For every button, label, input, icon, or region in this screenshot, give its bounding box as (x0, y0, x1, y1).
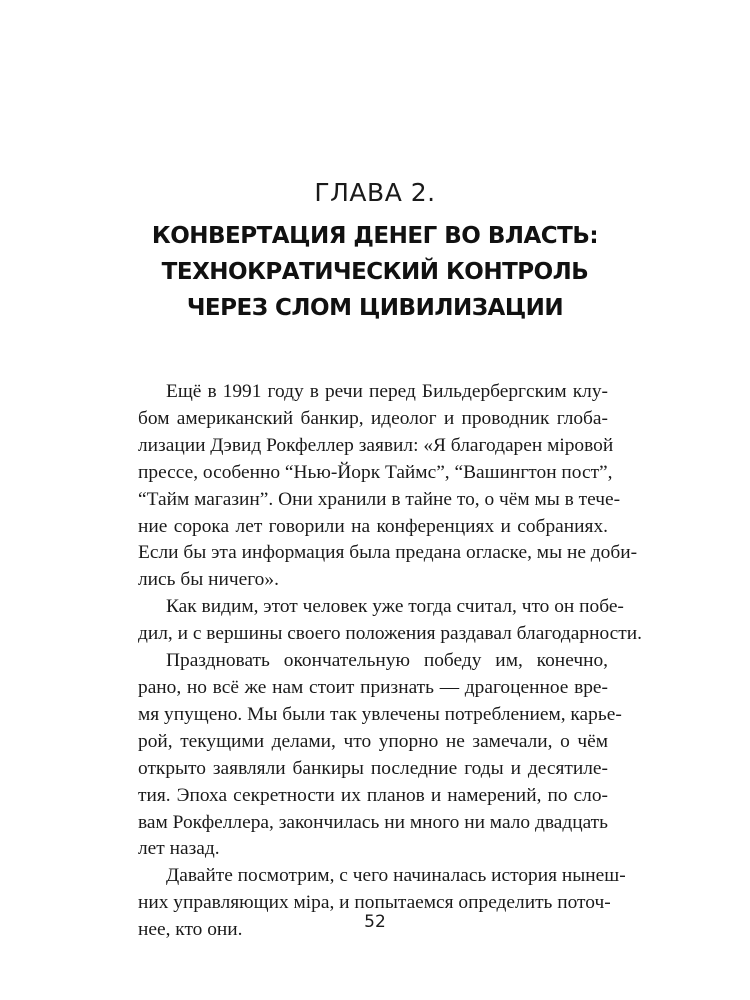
text-line: Ещё в 1991 году в речи перед Бильдербергским клу- (166, 381, 608, 402)
text-line: прессе, особенно “Нью-Йорк Таймс”, “Вашингтон пост”, (138, 461, 613, 483)
text-line: бом американский банкир, идеолог и проводник глоба- (138, 407, 608, 429)
text-line: вам Рокфеллера, закончилась ни много ни мало двадцать (138, 811, 608, 833)
text-line: тия. Эпоха секретности их планов и намерений, по сло- (138, 784, 608, 806)
text-line: рой, текущими делами, что упорно не замечали, о чём (138, 730, 608, 752)
text-line: открыто заявляли банкиры последние годы и десятиле- (138, 757, 608, 779)
text-line: “Тайм магазин”. Они хранили в тайне то, о чём мы в тече- (138, 488, 621, 510)
text-line: Если бы эта информация была предана огласке, мы не доби- (138, 542, 638, 564)
text-line: рано, но всё же нам стоит признать — драгоценное вре- (138, 676, 608, 698)
body-text (138, 379, 642, 944)
text-line: нее, кто они. (138, 919, 243, 941)
chapter-title-line: ЧЕРЕЗ СЛОМ ЦИВИЛИЗАЦИИ (186, 295, 564, 321)
chapter-title-line: ТЕХНОКРАТИЧЕСКИЙ КОНТРОЛЬ (161, 259, 589, 285)
text-line: ние сорока лет говорили на конференциях и собраниях. (138, 515, 608, 537)
chapter-label: ГЛАВА 2. (314, 178, 436, 207)
text-line: дил, и с вершины своего положения раздавал благодарности. (138, 623, 642, 645)
chapter-title-line: КОНВЕРТАЦИЯ ДЕНЕГ ВО ВЛАСТЬ: (151, 223, 599, 249)
text-line: Как видим, этот человек уже тогда считал, что он побе- (166, 596, 624, 618)
page-number: 52 (364, 912, 386, 932)
text-line: Давайте посмотрим, с чего начиналась история нынеш- (166, 865, 626, 887)
text-line: лет назад. (138, 838, 220, 860)
text-line: лизации Дэвид Рокфеллер заявил: «Я благодарен міровой (138, 434, 614, 456)
chapter-title (60, 218, 690, 326)
text-line: Праздновать окончательную победу им, конечно, (166, 650, 608, 672)
text-line: мя упущено. Мы были так увлечены потреблением, карье- (138, 703, 622, 725)
text-line: них управляющих міра, и попытаемся определить поточ- (138, 892, 611, 914)
text-line: лись бы ничего». (138, 569, 279, 591)
